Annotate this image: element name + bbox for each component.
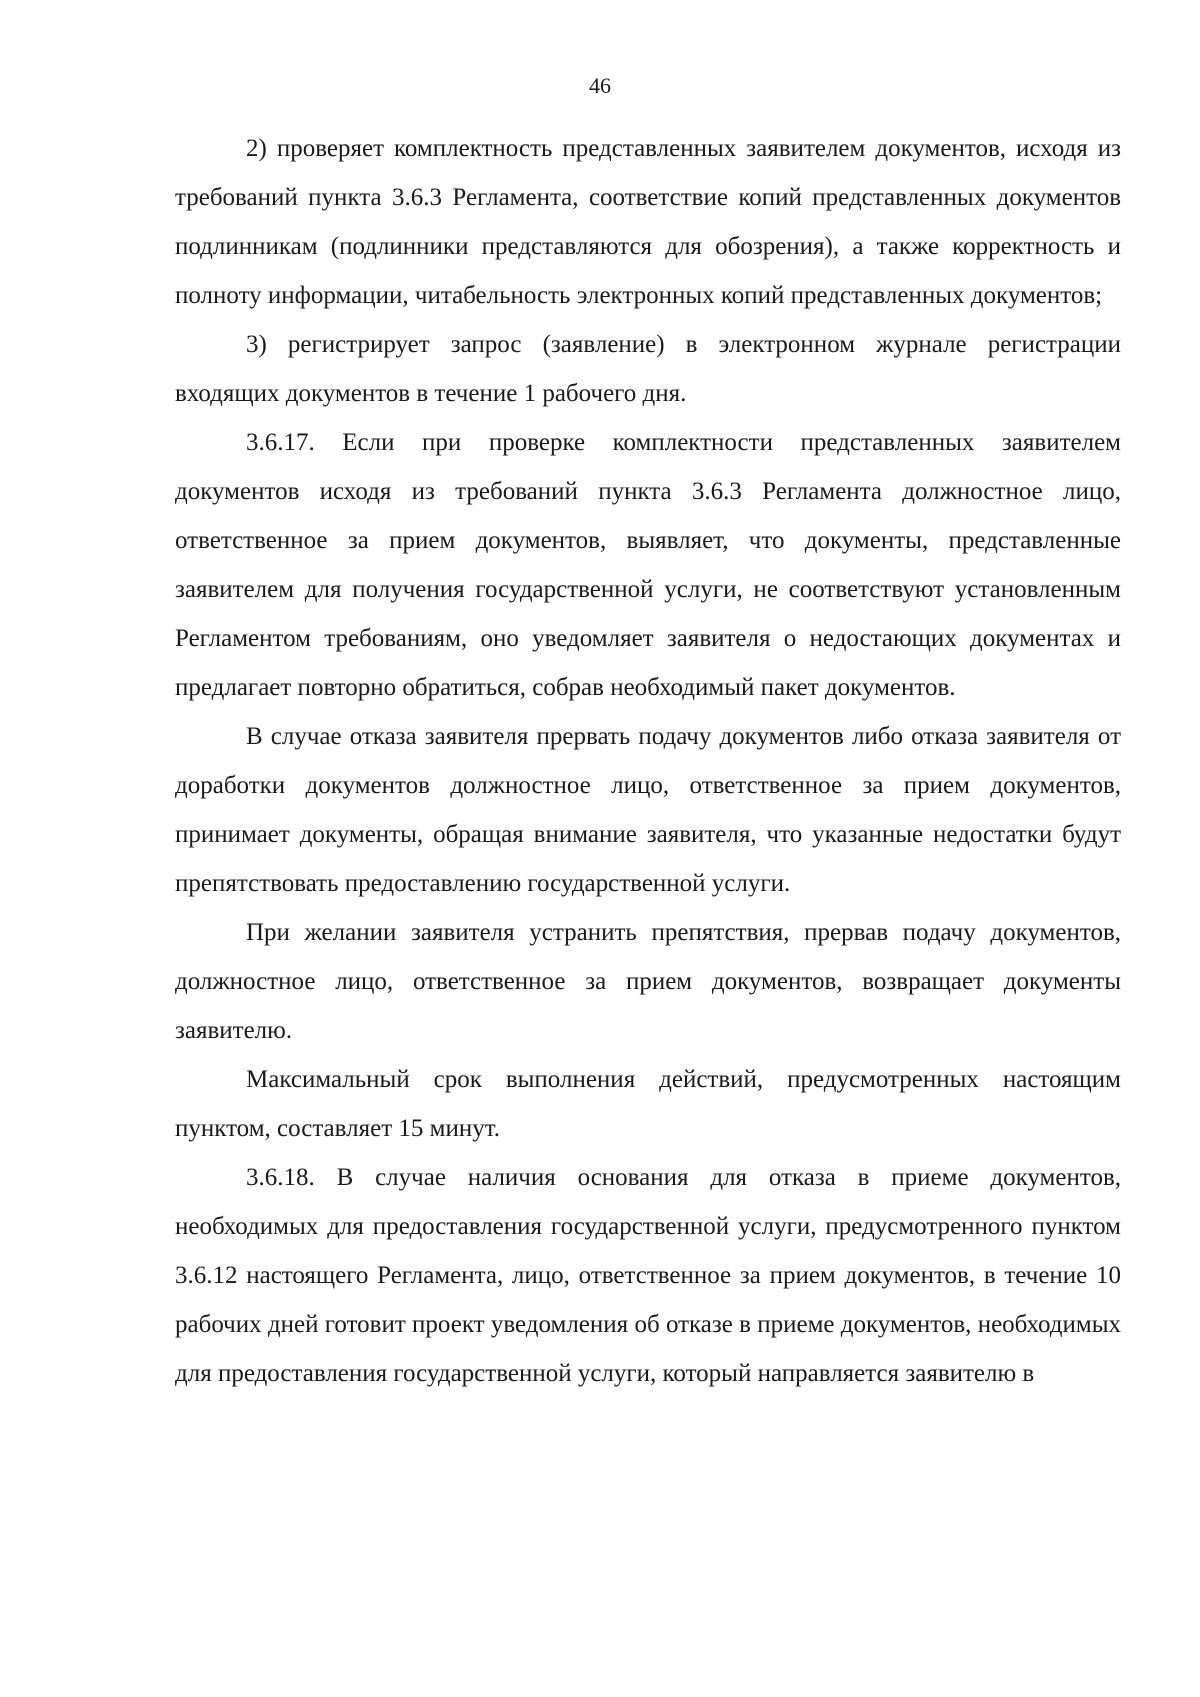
paragraph-3-6-18: 3.6.18. В случае наличия основания для отказа в приеме документов, необходимых для предоставления государственной услуги, предусмотренного пунктом 3.6.12 настоящего Регламента, лицо, ответственное за прием документов, в течение 10 рабочих дней готовит проект уведомления об отказе в приеме документов, необходимых для предоставления государственной услуги, который направляется заявителю в: [175, 1164, 1121, 1387]
paragraph-3-6-17: 3.6.17. Если при проверке комплектности представленных заявителем документов исходя из требований пункта 3.6.3 Регламента должностное лицо, ответственное за прием документов, выявляет, что документы, представленные заявителем для получения государственной услуги, не соответствуют установленным Регламентом требованиям, оно уведомляет заявителя о недостающих документах и предлагает повторно обратиться, собрав необходимый пакет документов.: [175, 429, 1121, 701]
paragraph-return-documents: При желании заявителя устранить препятствия, прервав подачу документов, должностное лицо, ответственное за прием документов, возвращает документы заявителю.: [175, 919, 1121, 1044]
paragraph-refusal-case: В случае отказа заявителя прервать подачу документов либо отказа заявителя от доработки документов должностное лицо, ответственное за прием документов, принимает документы, обращая внимание заявителя, что указанные недостатки будут препятствовать предоставлению государственной услуги.: [175, 723, 1121, 897]
paragraph-item-2-check-completeness: 2) проверяет комплектность представленных заявителем документов, исходя из требований пункта 3.6.3 Регламента, соответствие копий представленных документов подлинникам (подлинники представляются для обозрения), а также корректность и полноту информации, читабельность электронных копий представленных документов;: [175, 135, 1121, 309]
paragraph-max-time: Максимальный срок выполнения действий, предусмотренных настоящим пунктом, составляет 15 минут.: [175, 1066, 1121, 1142]
document-body: [175, 124, 1121, 1398]
paragraph-item-3-register-request: 3) регистрирует запрос (заявление) в электронном журнале регистрации входящих документов в течение 1 рабочего дня.: [175, 331, 1121, 407]
page-number: 46: [589, 73, 611, 98]
